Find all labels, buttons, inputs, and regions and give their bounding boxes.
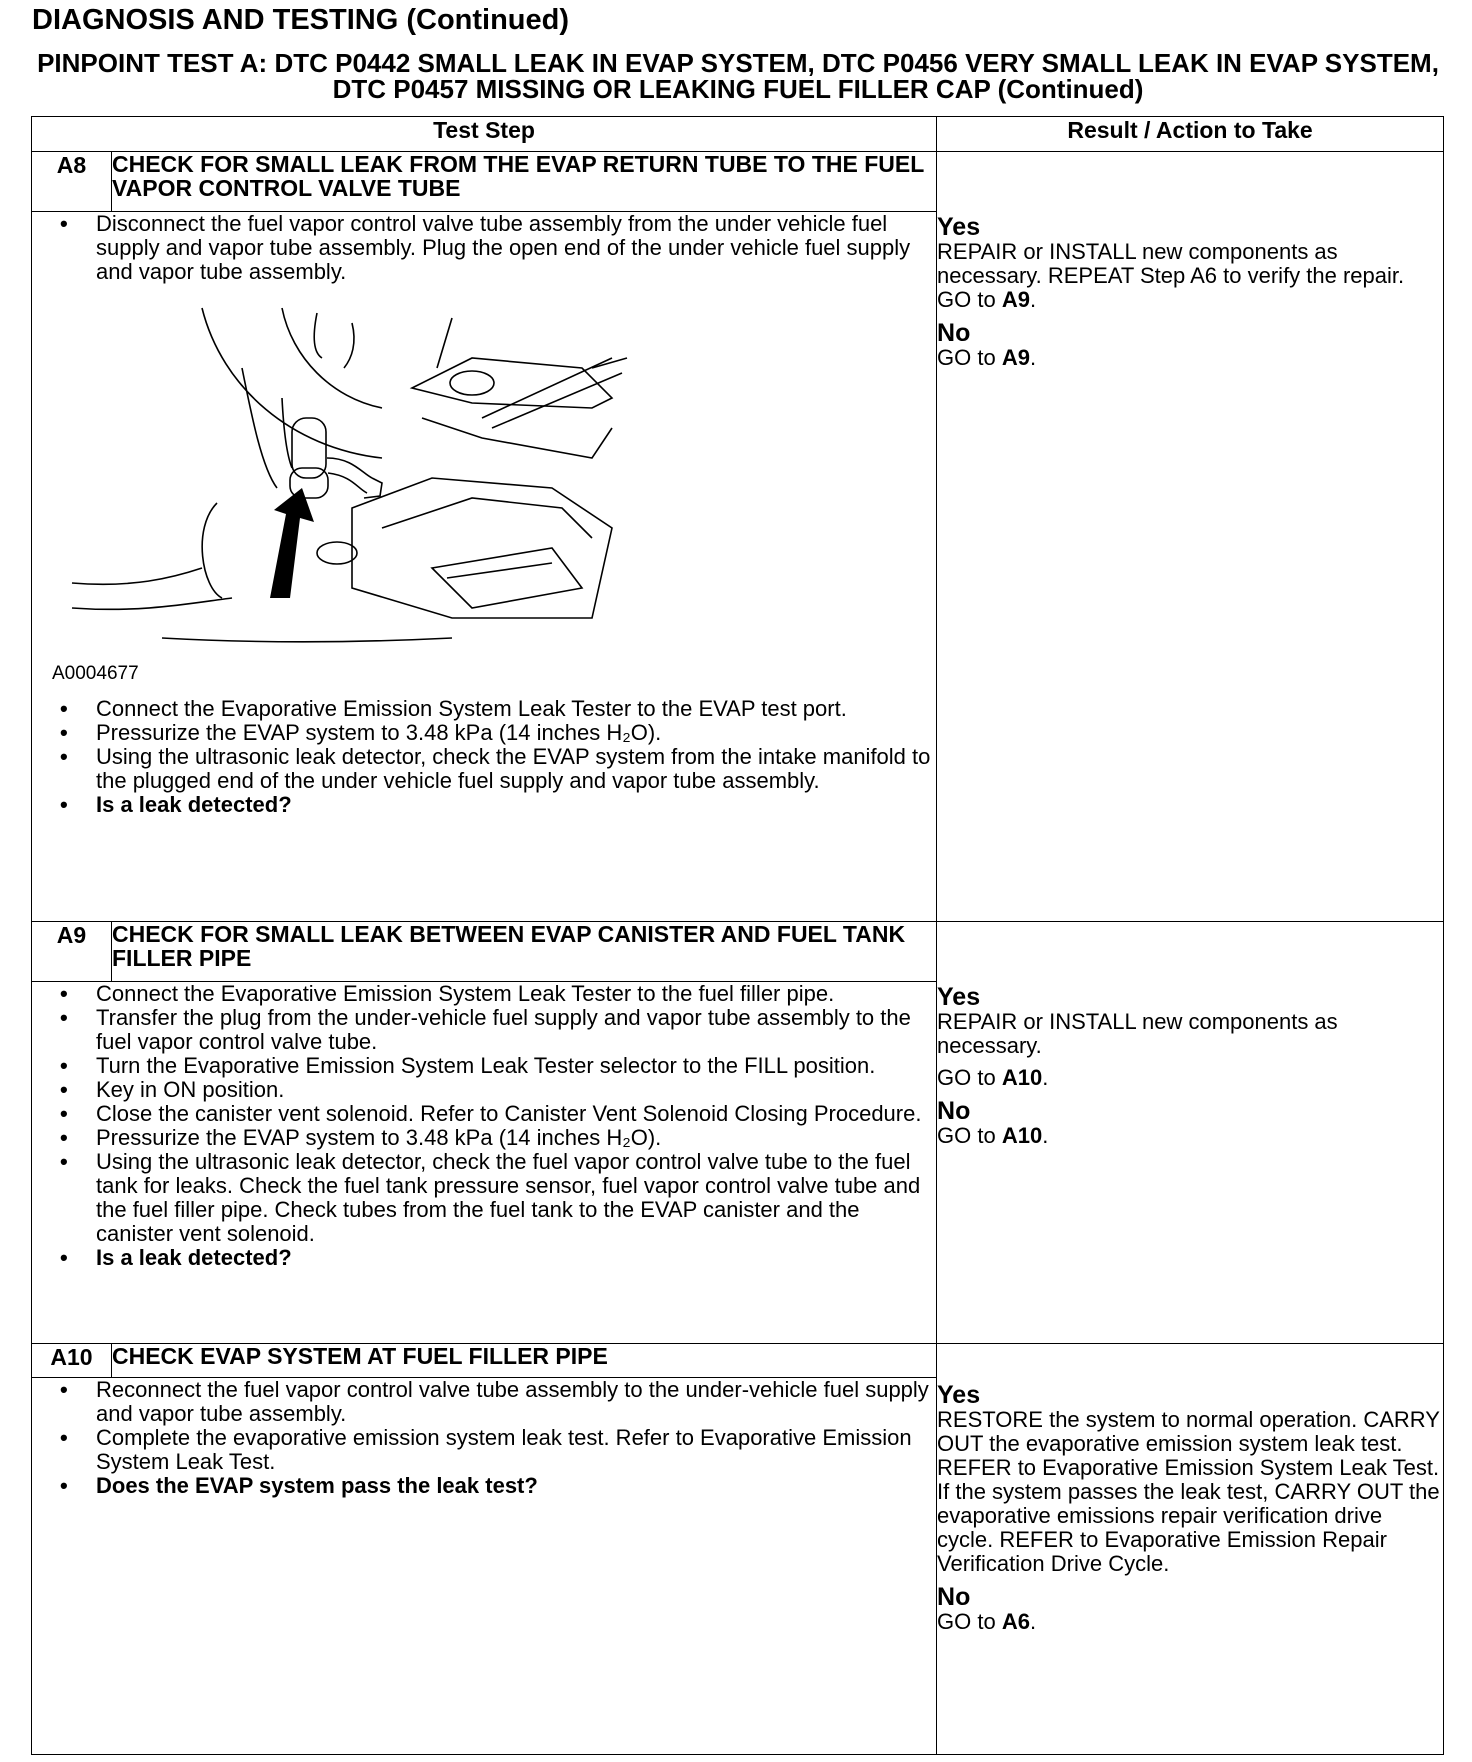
test-step-table (31, 116, 1444, 1755)
step-body (32, 1378, 937, 1755)
fuel-vapor-valve-illustration (52, 298, 936, 685)
illustration-svg (52, 298, 692, 658)
goto-step-link[interactable]: A9 (1001, 345, 1030, 370)
step-instruction: • Using the ultrasonic leak detector, check the fuel vapor control valve tube to the fuel tank for leaks. Check the fuel tank pressure sensor, fuel vapor control valve tube and the fuel filler pipe. Check tubes from the fuel tank to the EVAP canister and the canister vent solenoid. (56, 1150, 936, 1246)
yes-goto: GO to A10. (937, 1065, 1049, 1090)
column-header-test-step: Test Step (32, 117, 937, 152)
step-id: A10 (32, 1344, 112, 1378)
page-header: DIAGNOSIS AND TESTING (Continued) (32, 4, 570, 36)
step-result (937, 152, 1444, 922)
goto-step-link[interactable]: A9 (1001, 287, 1030, 312)
step-title: CHECK EVAP SYSTEM AT FUEL FILLER PIPE (112, 1344, 937, 1378)
yes-label: Yes (937, 983, 981, 1011)
step-instruction: • Connect the Evaporative Emission System Leak Tester to the fuel filler pipe. (56, 982, 936, 1006)
goto-step-link[interactable]: A6 (1001, 1609, 1030, 1634)
step-bullet-list (32, 1378, 936, 1498)
yes-action: REPAIR or INSTALL new components as necessary. (937, 1009, 1338, 1058)
column-header-result: Result / Action to Take (937, 117, 1444, 152)
step-question: • Is a leak detected? (56, 793, 936, 817)
step-instruction: • Key in ON position. (56, 1078, 936, 1102)
step-instruction: • Turn the Evaporative Emission System Leak Tester selector to the FILL position. (56, 1054, 936, 1078)
step-instruction: • Transfer the plug from the under-vehicle fuel supply and vapor tube assembly to the fuel vapor control valve tube. (56, 1006, 936, 1054)
no-label: No (937, 1097, 971, 1125)
step-bullet-list (32, 697, 936, 817)
step-body (32, 212, 937, 922)
pinpoint-test-title: PINPOINT TEST A: DTC P0442 SMALL LEAK IN EVAP SYSTEM, DTC P0456 VERY SMALL LEAK IN EVAP SYSTEM, DTC P0457 MISSING OR LEAKING FUEL FILLER CAP (Continued) (37, 48, 1439, 104)
step-id: A8 (32, 152, 112, 212)
step-instruction: • Disconnect the fuel vapor control valve tube assembly from the under vehicle fuel supply and vapor tube assembly. Plug the open end of the under vehicle fuel supply and vapor tube assembly. (56, 212, 936, 284)
step-id: A9 (32, 922, 112, 982)
goto-step-link[interactable]: A10 (1001, 1123, 1043, 1148)
step-instruction: • Close the canister vent solenoid. Refer to Canister Vent Solenoid Closing Procedure. (56, 1102, 936, 1126)
step-title: CHECK FOR SMALL LEAK BETWEEN EVAP CANISTER AND FUEL TANK FILLER PIPE (112, 922, 937, 982)
step-bullet-list (32, 212, 936, 284)
figure-caption: A0004677 (52, 663, 139, 684)
no-action: GO to A6. (937, 1609, 1037, 1634)
yes-label: Yes (937, 1381, 981, 1409)
step-instruction: • Pressurize the EVAP system to 3.48 kPa (14 inches H₂O). (56, 721, 936, 745)
no-action: GO to A10. (937, 1123, 1049, 1148)
step-instruction: • Using the ultrasonic leak detector, check the EVAP system from the intake manifold to the plugged end of the under vehicle fuel supply and vapor tube assembly. (56, 745, 936, 793)
no-label: No (937, 1583, 971, 1611)
goto-step-link[interactable]: A10 (1001, 1065, 1043, 1090)
step-question: • Is a leak detected? (56, 1246, 936, 1270)
yes-label: Yes (937, 213, 981, 241)
step-bullet-list (32, 982, 936, 1270)
step-question: • Does the EVAP system pass the leak test? (56, 1474, 936, 1498)
step-title: CHECK FOR SMALL LEAK FROM THE EVAP RETURN TUBE TO THE FUEL VAPOR CONTROL VALVE TUBE (112, 152, 937, 212)
step-result (937, 922, 1444, 1344)
yes-action: REPAIR or INSTALL new components as necessary. REPEAT Step A6 to verify the repair. GO to A9. (937, 239, 1405, 312)
step-body (32, 982, 937, 1344)
no-action: GO to A9. (937, 345, 1037, 370)
step-instruction: • Reconnect the fuel vapor control valve tube assembly to the under-vehicle fuel supply and vapor tube assembly. (56, 1378, 936, 1426)
no-label: No (937, 319, 971, 347)
step-instruction: • Pressurize the EVAP system to 3.48 kPa (14 inches H₂O). (56, 1126, 936, 1150)
yes-action: RESTORE the system to normal operation. CARRY OUT the evaporative emission system leak test. REFER to Evaporative Emission System Leak Test. If the system passes the leak test, CARRY OUT the evaporative emissions repair verification drive cycle. REFER to Evaporative Emission Repair Verification Drive Cycle. (937, 1407, 1440, 1576)
step-instruction: • Connect the Evaporative Emission System Leak Tester to the EVAP test port. (56, 697, 936, 721)
step-result (937, 1344, 1444, 1755)
step-instruction: • Complete the evaporative emission system leak test. Refer to Evaporative Emission System Leak Test. (56, 1426, 936, 1474)
